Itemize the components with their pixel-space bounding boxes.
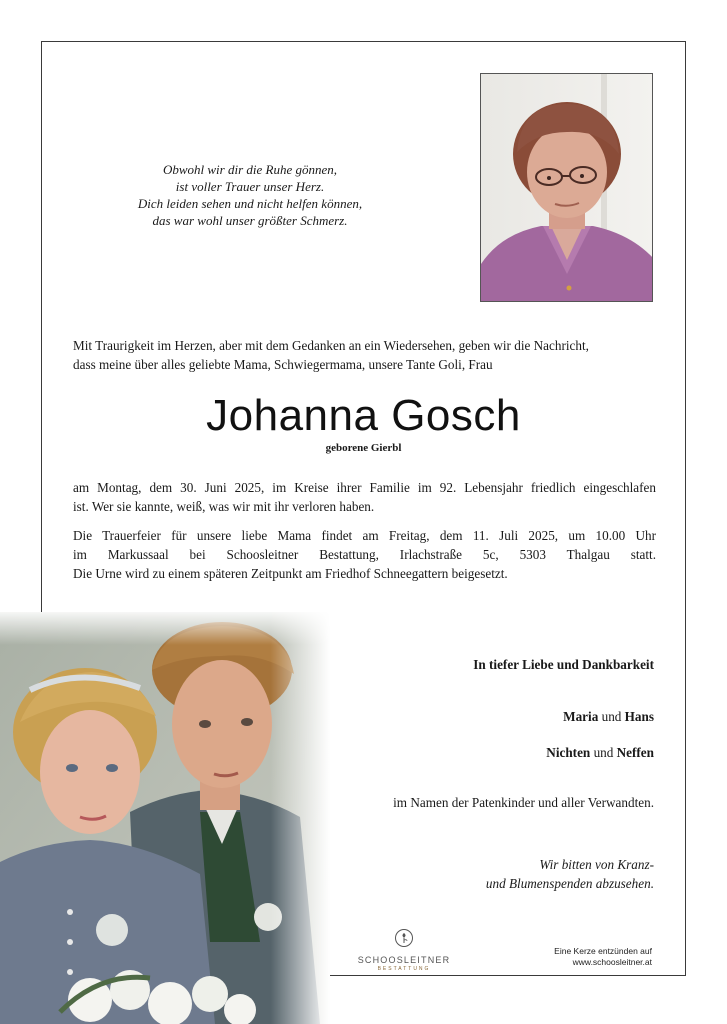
logo-subtitle: BESTATTUNG [377,966,431,972]
poem-line: ist voller Trauer unser Herz. [175,179,325,194]
poem [90,161,410,229]
mourner-name: Maria [563,709,599,724]
intro-text [73,336,656,374]
connector: und [598,709,625,724]
intro-line: dass meine über alles geliebte Mama, Schwiegermama, unsere Tante Goli, Frau [73,357,493,372]
logo-name: SCHOOSLEITNER [357,955,451,965]
mourner-name: Hans [624,709,654,724]
connector: und [590,745,617,760]
death-notice [73,478,656,516]
mourners-heading: In tiefer Liebe und Dankbarkeit [473,657,654,672]
flower-request [486,855,654,893]
couple-photo [0,612,330,1024]
ceremony-line: im Markussaal bei Schoosleitner Bestattung, Irlachstraße 5c, 5303 Thalgau statt. [73,547,656,562]
ceremony-info [73,526,656,583]
mourner-name: Nichten [546,745,591,760]
funeral-home-logo [355,928,453,972]
candle-info [554,946,652,968]
candle-text: Eine Kerze entzünden auf [554,946,652,956]
rose-icon [394,928,414,948]
mourners-relatives [546,745,654,761]
death-notice-line: am Montag, dem 30. Juni 2025, im Kreise ihrer Familie im 92. Lebensjahr friedlich eingeschlafen [73,480,656,495]
poem-line: Obwohl wir dir die Ruhe gönnen, [162,162,338,177]
portrait-photo [480,73,653,302]
maiden-name: geborene Gierbl [325,442,402,454]
couple-illustration [0,612,330,1024]
portrait-illustration [481,74,653,302]
poem-line: Dich leiden sehen und nicht helfen können, [137,196,363,211]
candle-link[interactable]: www.schoosleitner.at [572,957,652,967]
request-line: Wir bitten von Kranz- [539,857,654,872]
request-line: und Blumenspenden abzusehen. [485,876,654,891]
death-notice-line: ist. Wer sie kannte, weiß, was wir mit ihr verloren haben. [73,499,375,514]
mourner-name: Neffen [616,745,654,760]
poem-line: das war wohl unser größter Schmerz. [152,213,348,228]
mourners-children [563,709,654,725]
ceremony-line: Die Trauerfeier für unsere liebe Mama findet am Freitag, dem 11. Juli 2025, um 10.00 Uhr [73,528,656,543]
ceremony-line: Die Urne wird zu einem späteren Zeitpunkt am Friedhof Schneegattern beigesetzt. [73,566,508,581]
intro-line: Mit Traurigkeit im Herzen, aber mit dem Gedanken an ein Wiedersehen, geben wir die Nachricht, [73,338,589,353]
mourners-others: im Namen der Patenkinder und aller Verwandten. [393,795,654,810]
deceased-name: Johanna Gosch [206,391,521,440]
